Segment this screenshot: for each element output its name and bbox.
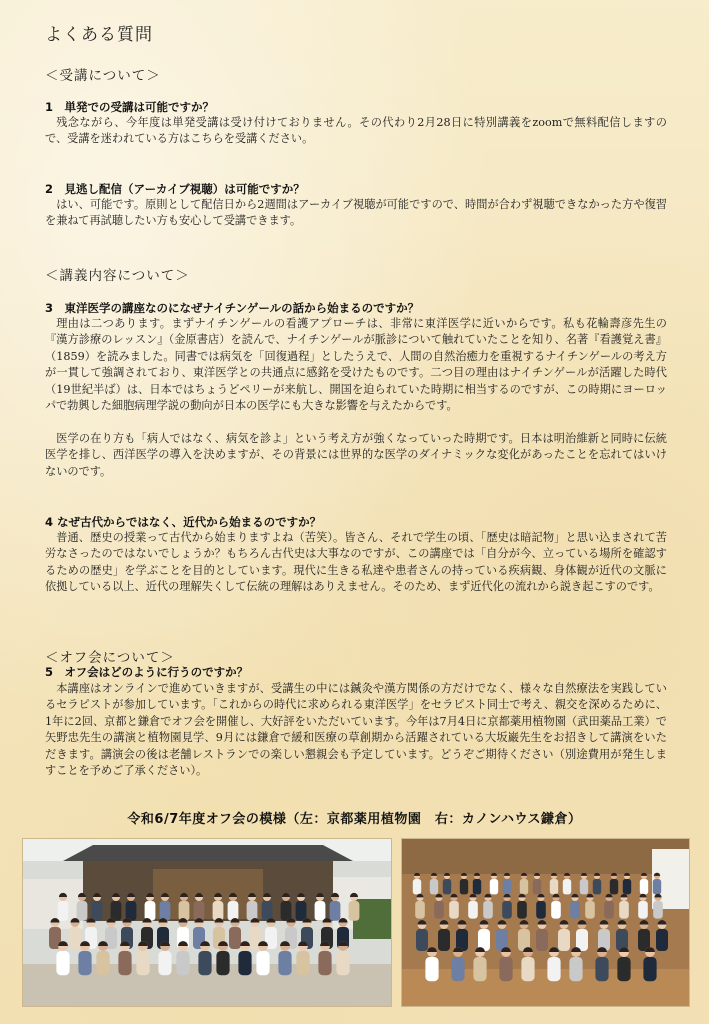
question-2-title: 2 見逃し配信（アーカイブ視聴）は可能ですか？ xyxy=(45,182,305,196)
question-5-answer: 本講座はオンラインで進めていきますが、受講生の中には鍼灸や漢方関係の方だけでなく、様々な自然療法を実践しているセラピストが参加しています。「これからの時代に求められる東洋医学」をセラピスト同士で考え、親交を深めるために、1年に2回、京都と鎌倉でオフ会を開催し、大好評をいただいています。今年は7月4日に京都薬用植物園（武田薬品工業）で矢野忠先生の講演と植物園見学、9月には鎌倉で緩和医療の草創期から活躍されている大坂巌先生をお招きして講演をいただきます。講演会の後は老舗レストランでの楽しい懇親会も予定しています。どうぞご期待ください（別途費用が発生しますことを予めご了承ください）。 xyxy=(45,682,667,778)
question-3-answer-continued: 医学の在り方も「病人ではなく、病気を診よ」という考え方が強くなっていった時期です。日本は明治維新と同時に伝統医学を排し、西洋医学の導入を決めますが、その背景には世界的な医学のダイナミックな変化があったことを忘れてはいけないのです。 xyxy=(45,432,667,478)
section-heading-offline-meetup: ＜オフ会について＞ xyxy=(45,650,175,666)
group-photo-kamakura-svg xyxy=(402,839,689,1006)
section-heading-lecture-content: ＜講義内容について＞ xyxy=(45,268,190,284)
question-4-answer: 普通、歴史の授業って古代から始まりますよね（苦笑）。皆さん、それで学生の頃、「歴史は暗記物」と思い込まされて苦労なさったのではないでしょうか？もちろん古代史は大事なのですが、この講座では「自分が今、立っている場所を確認するための歴史」を学ぶことを目的としています。現代に生きる私達や患者さんの持っている疾病観、身体観が近代の文脈に依拠している以上、近代の理解失くして伝統の理解はありえません。そのため、まず近代化の流れから説き起こすのです。 xyxy=(45,531,667,594)
question-1-answer: 残念ながら、今年度は単発受講は受け付けておりません。その代わり2月28日に特別講義をzoomで無料配信しますので、受講を迷われている方はこちらを受講ください。 xyxy=(45,116,667,146)
photo-caption: 令和6/7年度オフ会の模様（左：京都薬用植物園 右：カノンハウス鎌倉） xyxy=(127,812,582,827)
section-heading-enrollment: ＜受講について＞ xyxy=(45,68,161,84)
question-4-title: 4 なぜ古代からではなく、近代から始まるのですか？ xyxy=(45,515,322,529)
group-photo-kyoto-icon xyxy=(22,838,392,1007)
question-3-title: 3 東洋医学の講座なのになぜナイチンゲールの話から始まるのですか？ xyxy=(45,301,420,315)
question-1-title: 1 単発での受講は可能ですか？ xyxy=(45,100,214,114)
question-3-answer: 理由は二つあります。まずナイチンゲールの看護アプローチは、非常に東洋医学に近いからです。私も花輪壽彦先生の『漢方診療のレッスン』（金原書店）を読んで、ナイチンゲールが脈診について触れていたことを知り、名著『看護覚え書』（1859）を読みました。同書では病気を「回復過程」としたうえで、人間の自然治癒力を重視するナイチンゲールの考え方が一貫して強調されており、東洋医学との共通点に感銘を受けたものです。二つ目の理由はナイチンゲールが活躍した時代（19世紀半ば）は、日本ではちょうどペリーが来航し、開国を迫られていた時期に相当するのですが、この時期にヨーロッパで勃興した細胞病理学説の動向が日本の医学にも大きな影響を与えたからです。 xyxy=(45,317,667,413)
group-photo-kyoto-svg xyxy=(23,839,391,1006)
page-title: よくある質問 xyxy=(45,25,153,45)
question-5-title: 5 オフ会はどのように行うのですか？ xyxy=(45,665,249,679)
group-photo-kamakura-icon xyxy=(401,838,690,1007)
question-2-answer: はい、可能です。原則として配信日から2週間はアーカイブ視聴が可能ですので、時間が合わず視聴できなかった方や復習を兼ねて再試聴したい方も安心して受講できます。 xyxy=(45,198,667,228)
